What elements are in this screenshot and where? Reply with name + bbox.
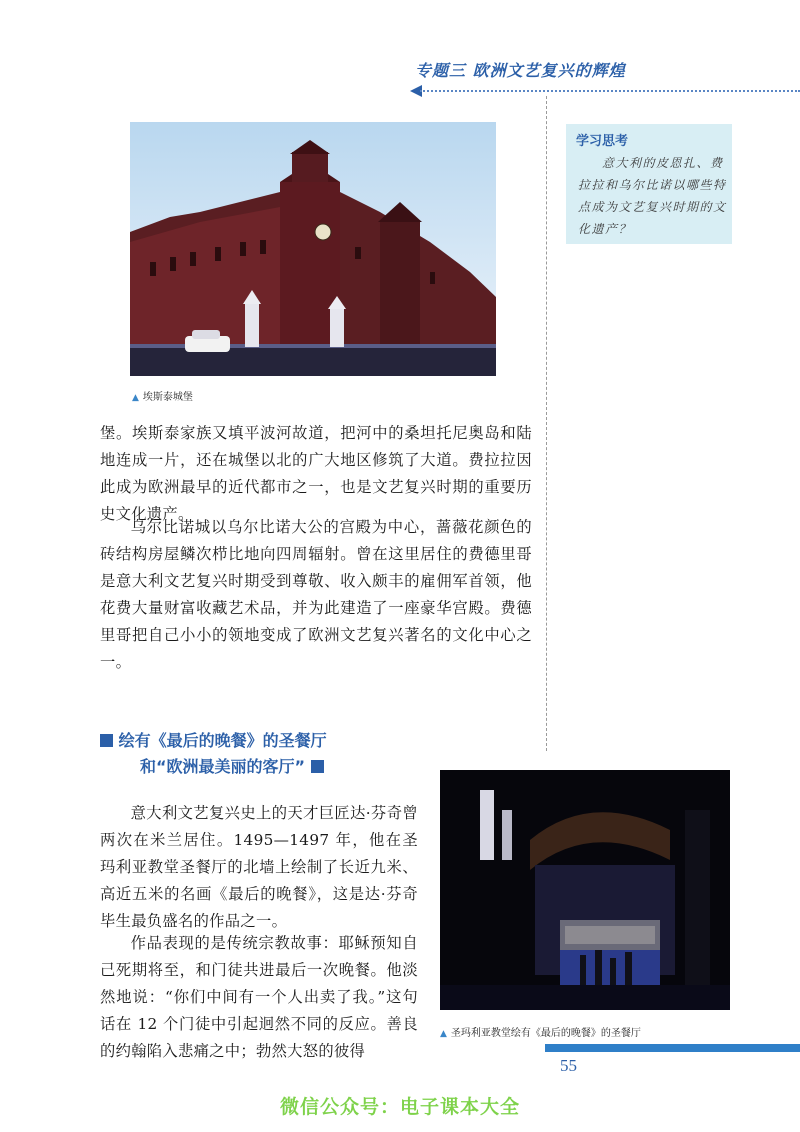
header-dotted-rule [420, 90, 800, 92]
triangle-bullet-icon: ▲ [132, 393, 139, 403]
caption-text: 圣玛利亚教堂绘有《最后的晚餐》的圣餐厅 [450, 1028, 641, 1039]
castle-photo [130, 122, 496, 376]
section-heading-line2: 和“欧洲最美丽的客厅” [140, 754, 324, 777]
photo-caption [440, 1024, 641, 1039]
page-number: 55 [560, 1056, 577, 1075]
body-paragraph: 意大利文艺复兴史上的天才巨匠达·芬奇曾两次在米兰居住。1495—1497 年，他在圣玛利亚教堂圣餐厅的北墙上绘制了长近九米、高近五米的名画《最后的晚餐》，这是达·芬奇毕生最负盛名的作品之一。 [100, 804, 418, 930]
watermark-text: 微信公众号：电子课本大全 [279, 1096, 520, 1118]
square-bullet-icon [100, 734, 113, 747]
refectory-illustration [440, 770, 730, 1010]
body-paragraph: 乌尔比诺城以乌尔比诺大公的宫殿为中心，蔷薇花颜色的砖结构房屋鳞次栉比地向四周辐射。曾在这里居住的费德里哥是意大利文艺复兴时期受到尊敬、收入颇丰的雇佣军首领，他花费大量财富收藏艺术品，并为此建造了一座豪华宫殿。费德里哥把自己小小的领地变成了欧洲文艺复兴著名的文化中心之一。 [100, 518, 532, 671]
body-paragraph: 堡。埃斯泰家族又填平波河故道，把河中的桑坦托尼奥岛和陆地连成一片，还在城堡以北的广大地区修筑了大道。费拉拉因此成为欧洲最早的近代都市之一，也是文艺复兴时期的重要历史文化遗产。 [100, 424, 532, 523]
photo-caption [132, 388, 193, 403]
body-paragraph: 作品表现的是传统宗教故事：耶稣预知自己死期将至，和门徒共进最后一次晚餐。他淡然地说：“你们中间有一个人出卖了我。”这句话在 12 个门徒中引起迥然不同的反应。善良的约翰陷入悲痛之中；勃然大怒的彼得 [100, 934, 418, 1060]
think-box-title: 学习思考 [576, 134, 629, 149]
section-heading: 绘有《最后的晚餐》的圣餐厅 [100, 728, 327, 751]
square-bullet-icon [311, 760, 324, 773]
chapter-title: 专题三 欧洲文艺复兴的辉煌 [415, 61, 626, 80]
think-box-text: 意大利的皮恩扎、费拉拉和乌尔比诺以哪些特点成为文艺复兴时期的文化遗产？ [578, 156, 727, 236]
refectory-photo [440, 770, 730, 1010]
caption-text: 埃斯泰城堡 [142, 392, 193, 403]
triangle-bullet-icon: ▲ [440, 1029, 447, 1039]
study-think-box [566, 124, 732, 244]
castle-illustration [130, 122, 496, 376]
column-divider [546, 96, 547, 751]
page-bar [545, 1044, 800, 1052]
